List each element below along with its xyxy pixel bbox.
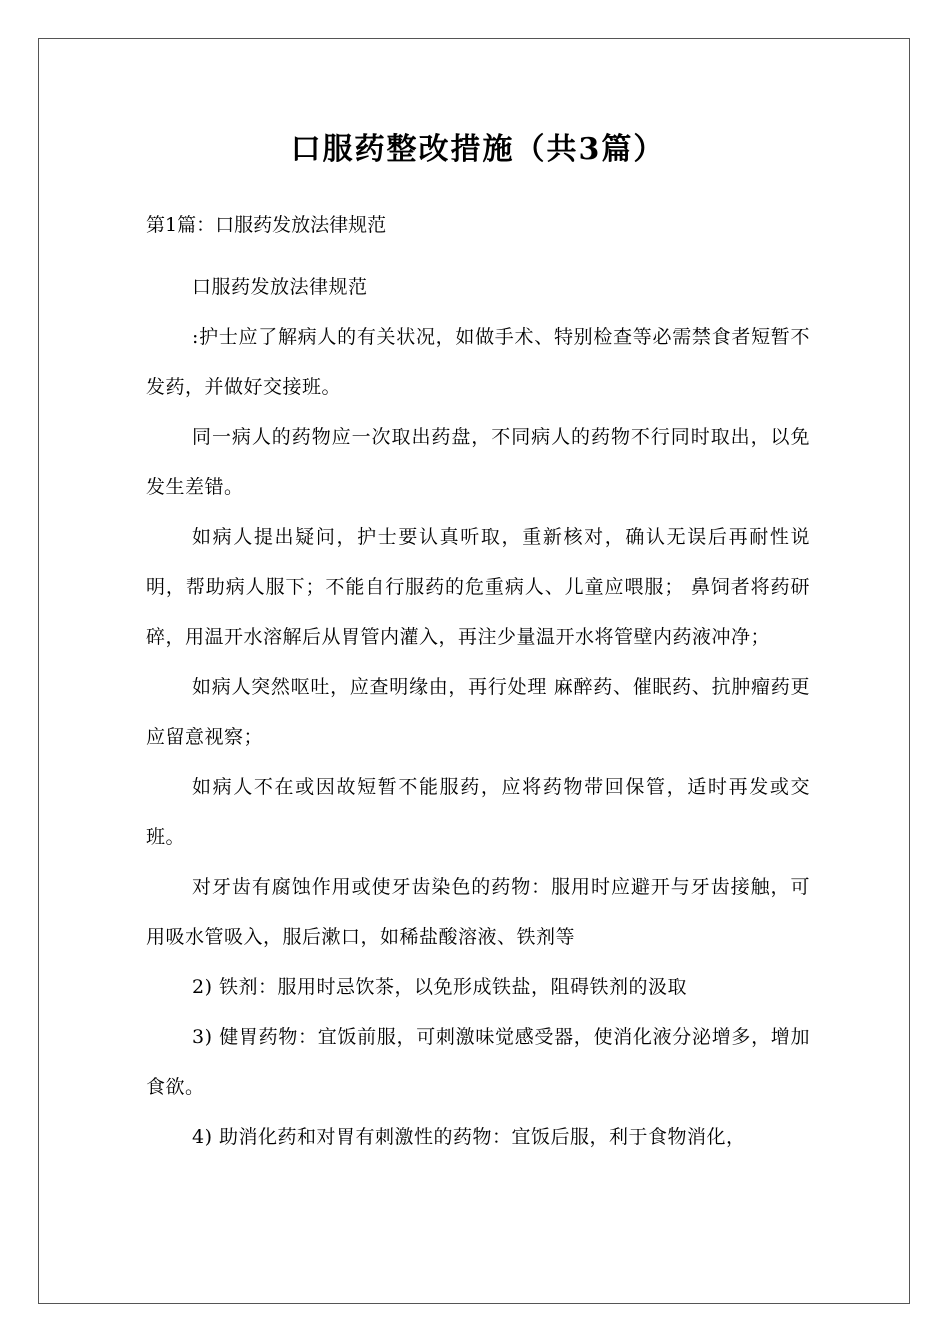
paragraph: 同一病人的药物应一次取出药盘，不同病人的药物不行同时取出，以免发生差错。: [146, 426, 810, 498]
paragraph: 4) 助消化药和对胃有刺激性的药物：宜饭后服，利于食物消化，: [192, 1126, 746, 1148]
paragraph: :护士应了解病人的有关状况，如做手术、特别检查等必需禁食者短暂不发药，并做好交接班。: [146, 326, 810, 398]
document-body: [146, 262, 810, 1162]
paragraph: 2) 铁剂：服用时忌饮茶，以免形成铁盐，阻碍铁剂的汲取: [192, 976, 688, 998]
section-heading: 第1篇：口服药发放法律规范: [146, 214, 387, 236]
paragraph: 对牙齿有腐蚀作用或使牙齿染色的药物：服用时应避开与牙齿接触，可用吸水管吸入，服后漱口，如稀盐酸溶液、铁剂等: [146, 876, 810, 948]
paragraph: 如病人突然呕吐，应查明缘由，再行处理 麻醉药、催眠药、抗肿瘤药更应留意视察；: [146, 676, 810, 748]
paragraph: 如病人不在或因故短暂不能服药，应将药物带回保管，适时再发或交班。: [146, 776, 810, 848]
paragraph: 3) 健胃药物：宜饭前服，可刺激味觉感受器，使消化液分泌增多，增加食欲。: [146, 1026, 810, 1098]
paragraph: 口服药发放法律规范: [192, 276, 368, 298]
paragraph: 如病人提出疑问，护士要认真听取，重新核对，确认无误后再耐性说明，帮助病人服下；不能自行服药的危重病人、儿童应喂服； 鼻饲者将药研碎，用温开水溶解后从胃管内灌入，再注少量温开水将管壁内药液冲净；: [146, 526, 810, 648]
document-title: 口服药整改措施（共3篇）: [290, 132, 666, 167]
